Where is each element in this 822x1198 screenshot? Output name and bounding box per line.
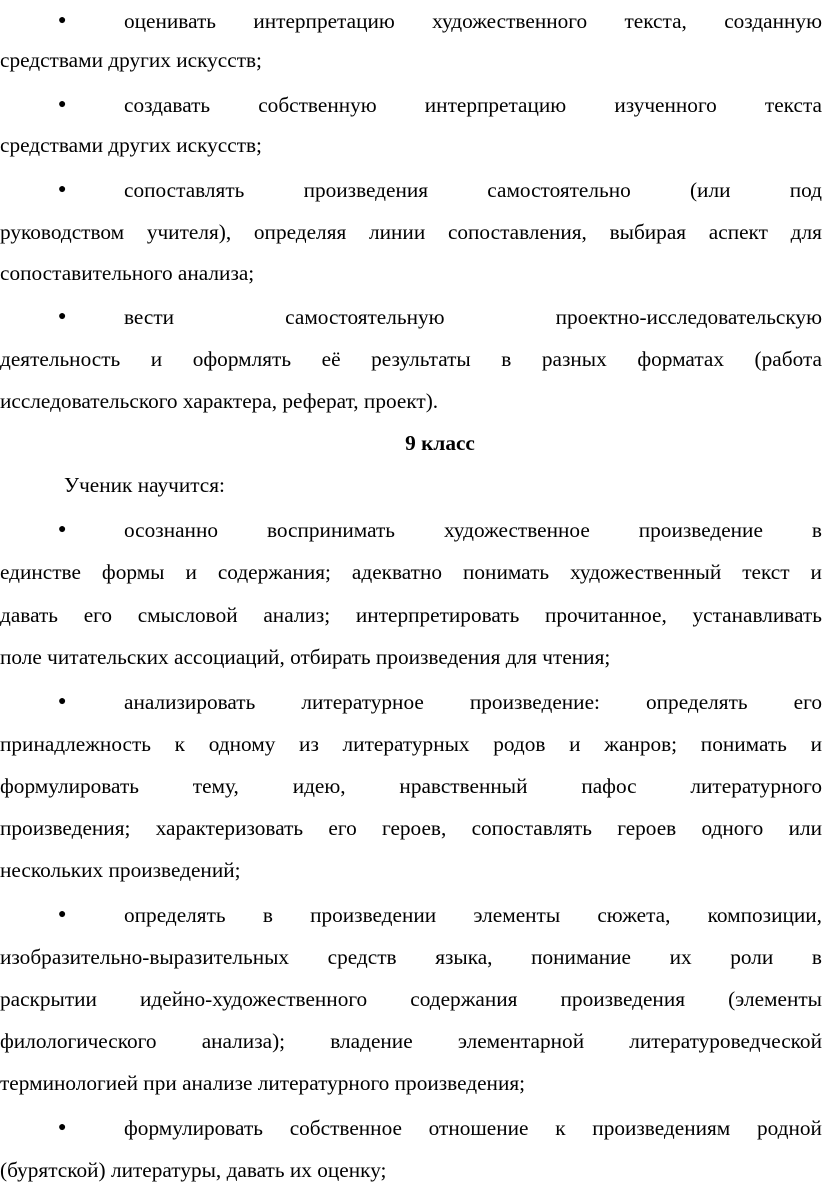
line-text: самостоятельную: [285, 305, 445, 329]
line-text: анализа);: [201, 1029, 286, 1053]
line-text: смысловой: [137, 603, 238, 627]
line-text: определять: [124, 903, 226, 927]
line-text: (бурятской) литературы, давать их оценку;: [0, 1158, 387, 1182]
bullet-icon: ●: [58, 309, 67, 324]
line-text: нескольких произведений;: [0, 858, 241, 882]
paragraph-line: [124, 7, 822, 35]
line-text: текст: [742, 560, 790, 584]
section-heading: 9 класс: [405, 431, 475, 455]
line-text: поле читательских ассоциаций, отбирать произведения для чтения;: [0, 645, 611, 669]
line-text: учителя),: [146, 220, 232, 244]
paragraph-line: [0, 131, 816, 159]
line-text: тему,: [192, 774, 239, 798]
line-text: содержания: [410, 987, 518, 1011]
line-text: понимать: [700, 732, 787, 756]
line-text: текста,: [624, 9, 687, 33]
paragraph-line: [0, 259, 816, 287]
line-text: определяя: [253, 220, 347, 244]
line-text: результаты: [371, 347, 471, 371]
line-text: деятельность: [0, 347, 121, 371]
paragraph-line: [124, 91, 822, 119]
line-text: оформлять: [192, 347, 292, 371]
line-text: к: [174, 732, 186, 756]
paragraph-line: [0, 1069, 816, 1097]
line-text: в: [262, 903, 273, 927]
line-text: и: [185, 560, 197, 584]
paragraph-line: [0, 730, 822, 758]
line-text: в: [501, 347, 512, 371]
line-text: самостоятельно: [487, 178, 631, 202]
line-text: определять: [646, 690, 748, 714]
paragraph-line: [124, 901, 822, 929]
line-text: литературных: [342, 732, 470, 756]
line-text: принадлежность: [0, 732, 151, 756]
bullet-icon: ●: [58, 182, 67, 197]
paragraph-line: [0, 856, 816, 884]
line-text: произведения;: [0, 816, 131, 840]
line-text: художественного: [432, 9, 588, 33]
line-text: сюжета,: [597, 903, 671, 927]
line-text: созданную: [724, 9, 822, 33]
paragraph-line: [124, 176, 822, 204]
line-text: героев: [617, 816, 677, 840]
paragraph-line: [124, 516, 822, 544]
line-text: идею,: [292, 774, 346, 798]
line-text: произведения: [303, 178, 429, 202]
paragraph-line: [0, 601, 822, 629]
line-text: единстве: [0, 560, 81, 584]
line-text: произведение:: [469, 690, 600, 714]
line-text: родов: [493, 732, 546, 756]
line-text: героев,: [382, 816, 447, 840]
line-text: литературное: [301, 690, 424, 714]
line-text: произведениям: [592, 1116, 731, 1140]
line-text: давать: [0, 603, 58, 627]
line-text: интерпретировать: [355, 603, 520, 627]
line-text: художественное: [443, 518, 590, 542]
line-text: под: [789, 178, 822, 202]
line-text: осознанно: [124, 518, 218, 542]
line-text: понимание: [531, 945, 631, 969]
line-text: линии: [369, 220, 426, 244]
line-text: адекватно: [351, 560, 443, 584]
line-text: и: [810, 732, 822, 756]
line-text: анализировать: [124, 690, 256, 714]
line-text: терминологией при анализе литературного произведения;: [0, 1071, 526, 1095]
line-text: идейно-художественного: [140, 987, 368, 1011]
line-text: из: [299, 732, 319, 756]
line-text: и: [150, 347, 163, 371]
line-text: устанавливать: [692, 603, 822, 627]
line-text: произведении: [310, 903, 437, 927]
line-text: форматах: [637, 347, 724, 371]
line-text: анализ;: [263, 603, 331, 627]
line-text: проектно-исследовательскую: [555, 305, 822, 329]
line-text: (работа: [754, 347, 822, 371]
paragraph-line: [0, 387, 816, 415]
paragraph-line: [0, 1156, 816, 1184]
paragraph-line: [0, 643, 816, 671]
paragraph-line: [124, 1114, 822, 1142]
line-text: нравственный: [399, 774, 528, 798]
line-text: исследовательского характера, реферат, проект).: [0, 389, 439, 413]
line-text: собственное: [289, 1116, 402, 1140]
bullet-icon: ●: [58, 13, 67, 28]
line-text: композиции,: [707, 903, 822, 927]
line-text: пафос: [581, 774, 637, 798]
line-text: вести: [124, 305, 175, 329]
line-text: и: [810, 560, 822, 584]
paragraph-line: [0, 1027, 822, 1055]
paragraph-line: [124, 688, 822, 716]
line-text: руководством: [0, 220, 125, 244]
line-text: формулировать: [124, 1116, 263, 1140]
line-text: филологического: [0, 1029, 157, 1053]
line-text: или: [788, 816, 822, 840]
line-text: сопоставлять: [124, 178, 245, 202]
bullet-icon: ●: [58, 694, 67, 709]
line-text: и: [569, 732, 581, 756]
bullet-icon: ●: [58, 522, 67, 537]
line-text: формы: [101, 560, 165, 584]
line-text: для: [790, 220, 822, 244]
line-text: его: [328, 816, 357, 840]
line-text: литературоведческой: [629, 1029, 822, 1053]
line-text: её: [321, 347, 341, 371]
line-text: раскрытии: [0, 987, 97, 1011]
line-text: воспринимать: [266, 518, 395, 542]
paragraph-line: [0, 218, 822, 246]
paragraph-line: [0, 772, 822, 800]
line-text: произведение: [638, 518, 763, 542]
line-text: произведения: [560, 987, 686, 1011]
line-text: его: [793, 690, 822, 714]
line-text: жанров;: [604, 732, 678, 756]
line-text: средствами других искусств;: [0, 48, 262, 72]
line-text: языка,: [435, 945, 493, 969]
paragraph-line: [0, 46, 816, 74]
line-text: оценивать: [124, 9, 216, 33]
line-text: аспект: [708, 220, 768, 244]
paragraph-line: [0, 558, 822, 586]
line-text: одному: [208, 732, 276, 756]
paragraph-line: [0, 943, 822, 971]
line-text: его: [83, 603, 112, 627]
line-text: роли: [730, 945, 774, 969]
line-text: элементы: [473, 903, 561, 927]
paragraph-line: [124, 303, 822, 331]
line-text: изобразительно-выразительных: [0, 945, 290, 969]
bullet-icon: ●: [58, 907, 67, 922]
paragraph-line: [0, 814, 822, 842]
line-text: к: [555, 1116, 566, 1140]
intro-text: Ученик научится:: [64, 473, 225, 497]
line-text: (элементы: [728, 987, 822, 1011]
line-text: разных: [541, 347, 607, 371]
line-text: собственную: [258, 93, 377, 117]
line-text: владение: [330, 1029, 413, 1053]
line-text: прочитанное,: [545, 603, 667, 627]
line-text: (или: [689, 178, 731, 202]
line-text: сопоставительного анализа;: [0, 261, 255, 285]
bullet-icon: ●: [58, 1120, 67, 1135]
line-text: изученного: [614, 93, 717, 117]
line-text: формулировать: [0, 774, 139, 798]
line-text: создавать: [124, 93, 211, 117]
line-text: элементарной: [457, 1029, 585, 1053]
line-text: интерпретацию: [424, 93, 567, 117]
line-text: их: [669, 945, 692, 969]
line-text: сопоставления,: [447, 220, 587, 244]
line-text: понимать: [463, 560, 550, 584]
line-text: выбирая: [609, 220, 687, 244]
line-text: художественный: [570, 560, 722, 584]
paragraph-line: [0, 345, 822, 373]
line-text: характеризовать: [155, 816, 304, 840]
line-text: в: [811, 518, 822, 542]
line-text: сопоставлять: [471, 816, 592, 840]
line-text: текста: [764, 93, 822, 117]
line-text: интерпретацию: [253, 9, 395, 33]
line-text: средств: [327, 945, 397, 969]
line-text: в: [811, 945, 822, 969]
line-text: средствами других искусств;: [0, 133, 262, 157]
bullet-icon: ●: [58, 97, 67, 112]
line-text: отношение: [428, 1116, 529, 1140]
line-text: одного: [701, 816, 764, 840]
line-text: содержания;: [217, 560, 331, 584]
paragraph-line: [0, 985, 822, 1013]
line-text: литературного: [690, 774, 822, 798]
line-text: родной: [756, 1116, 822, 1140]
